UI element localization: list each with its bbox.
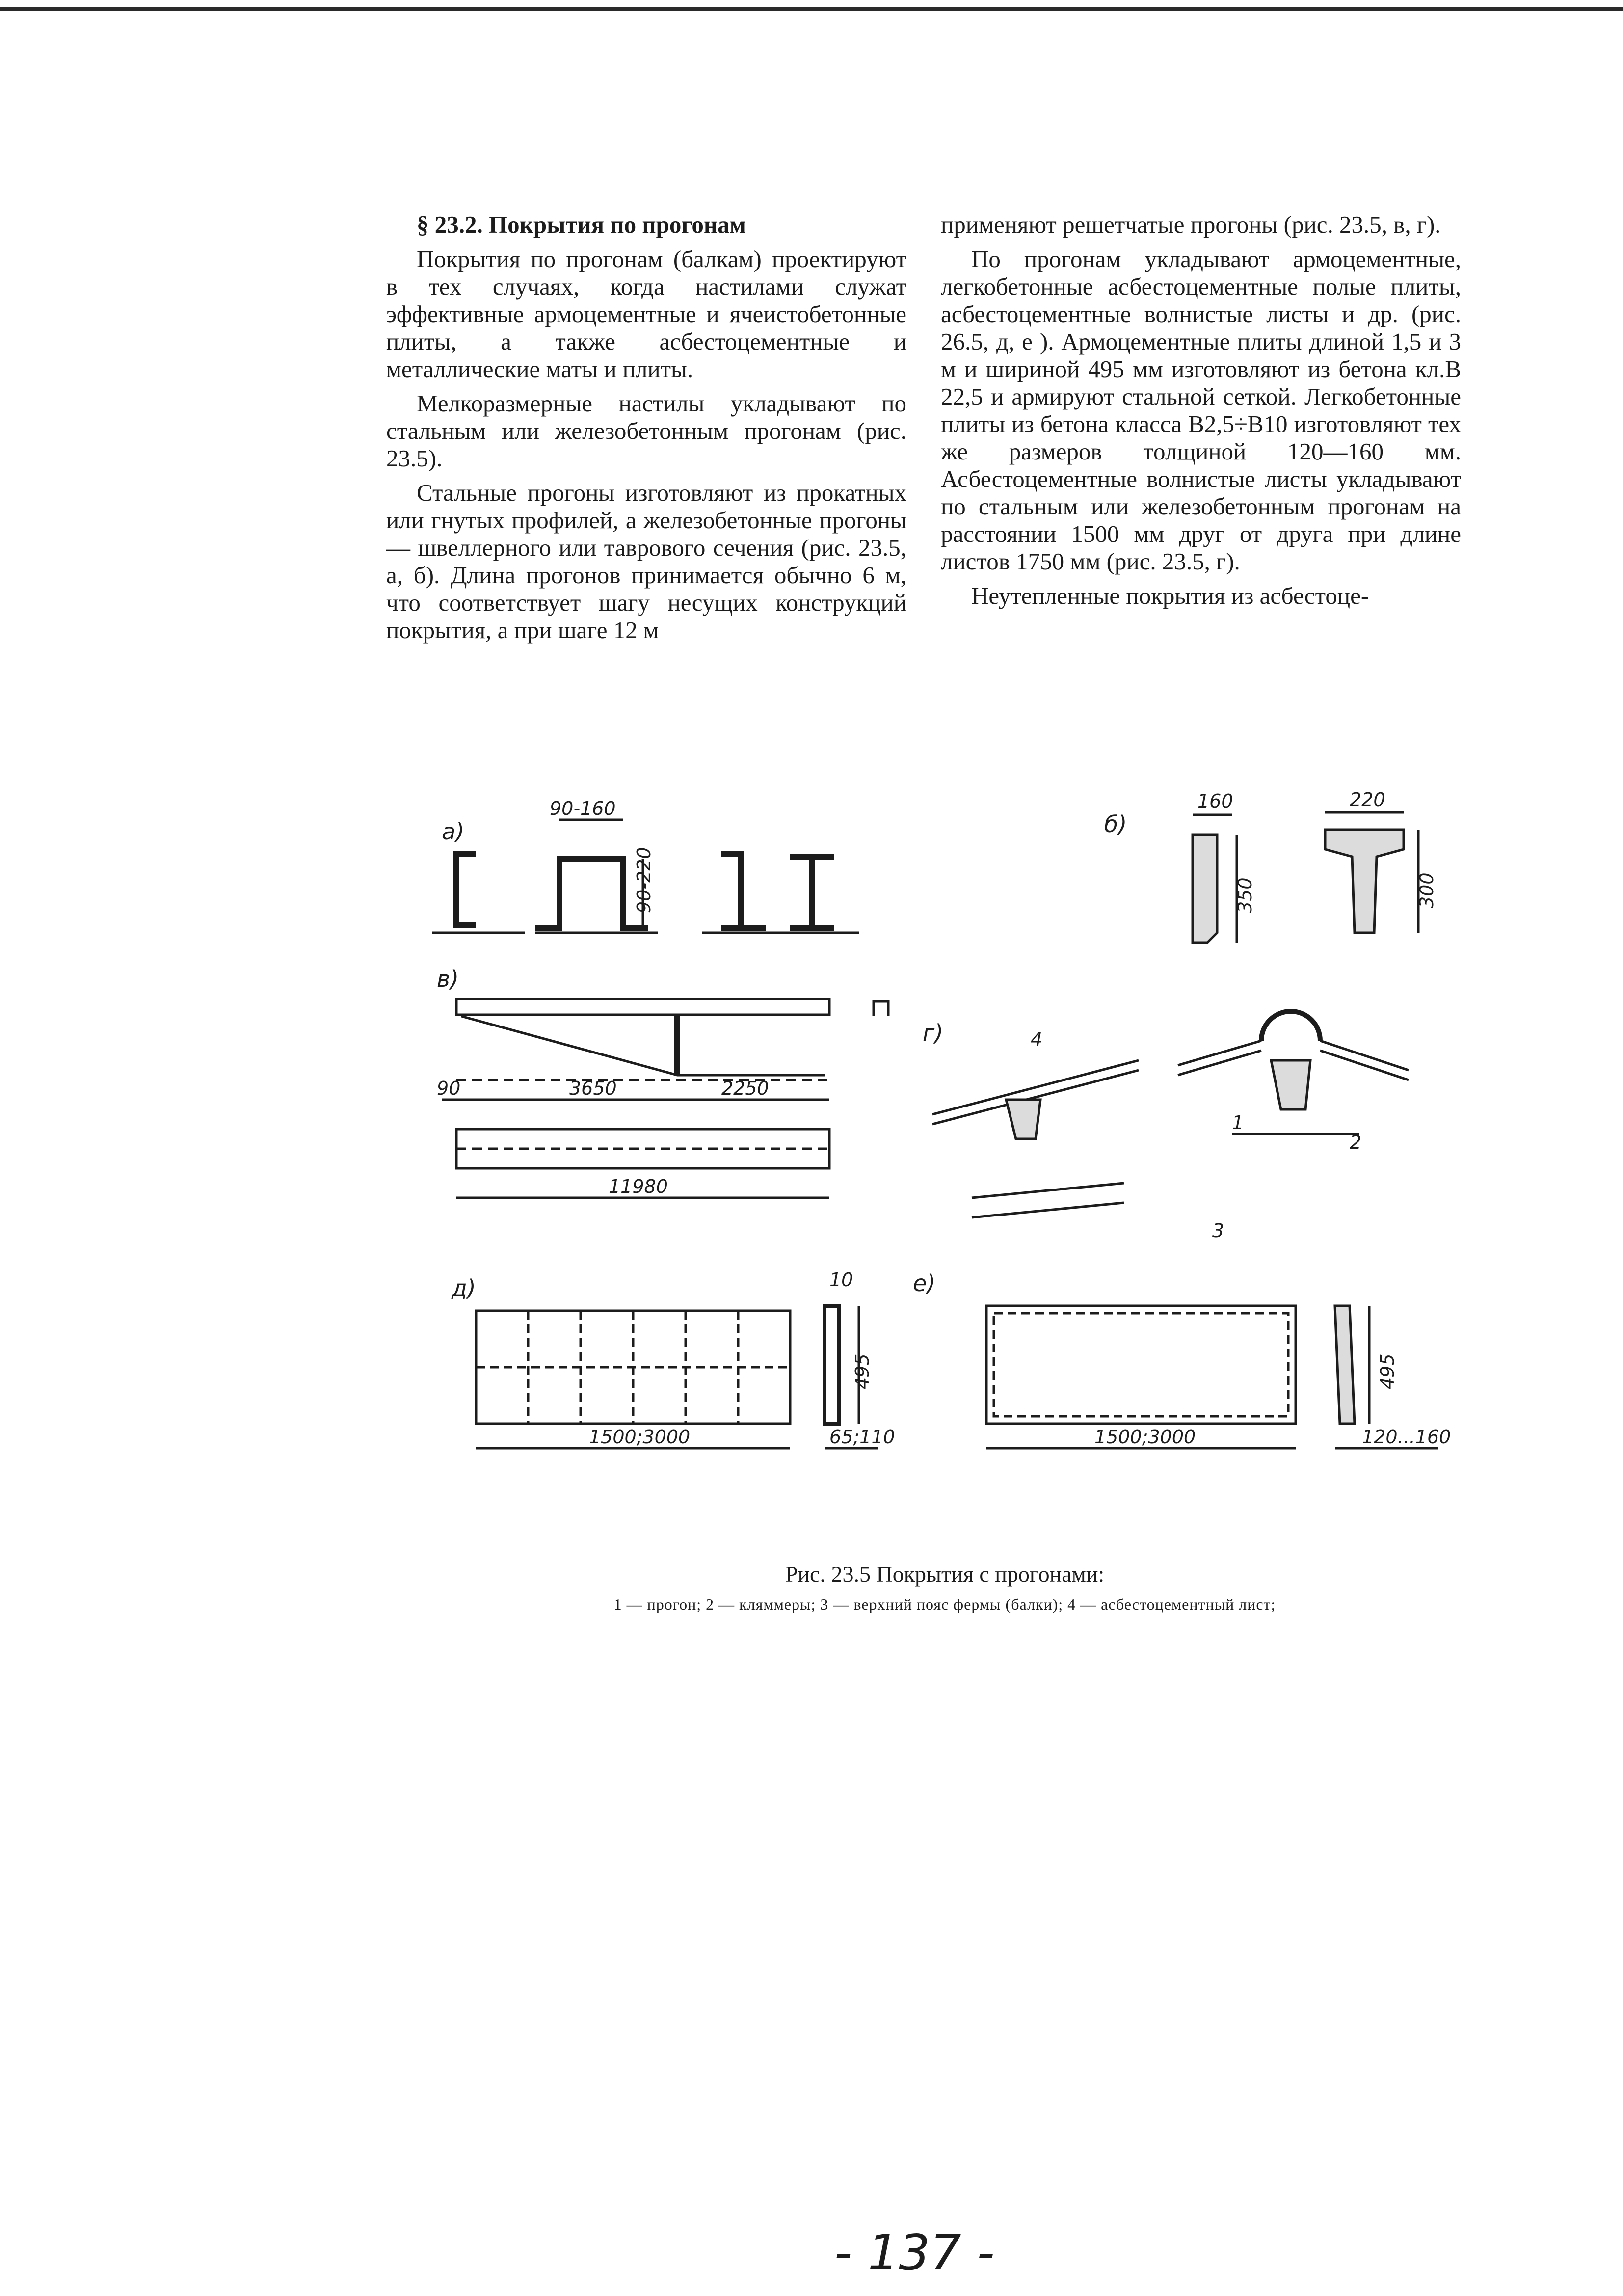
dim-a-height: 90-220 bbox=[633, 847, 655, 913]
dim-d-depth: 65;110 bbox=[829, 1426, 895, 1448]
callout-3: 3 bbox=[1212, 1220, 1224, 1242]
callout-2: 2 bbox=[1350, 1132, 1362, 1153]
asbestos-sheet bbox=[1320, 1041, 1409, 1080]
paragraph: применяют решетчатые прогоны (рис. 23.5, в, г). bbox=[941, 211, 1441, 238]
dim-v-left: 90 bbox=[437, 1078, 461, 1099]
paragraph: Неутепленные покрытия из асбестоце- bbox=[971, 582, 1369, 609]
lightweight-slab bbox=[986, 1306, 1296, 1424]
dim-v-total: 11980 bbox=[609, 1176, 668, 1197]
dim-b2-height: 300 bbox=[1416, 872, 1437, 908]
paragraph: Стальные прогоны изготовляют из прокатных или гнутых профилей, а железобетонные прогоны — швеллерного или таврового сечения (рис. 23.5, а, б). Длина прогонов принимается обычно 6 м, что соответствует шагу несущих конструкций покрытия, а при шаге 12 м bbox=[386, 479, 906, 644]
callout-4: 4 bbox=[1031, 1028, 1043, 1050]
tee-rc-section bbox=[1325, 830, 1404, 933]
dim-d-thk: 10 bbox=[829, 1269, 853, 1291]
truss-web bbox=[461, 1016, 825, 1075]
purlin-section bbox=[1006, 1100, 1040, 1139]
label-v: в) bbox=[437, 966, 459, 992]
figure-drawing bbox=[427, 785, 1453, 1497]
figure-legend: 1 — прогон; 2 — кляммеры; 3 — верхний пояс фермы (балки); 4 — асбестоцементный лист; bbox=[613, 1595, 1276, 1613]
figure-23-5 bbox=[427, 785, 1453, 1497]
label-a: а) bbox=[442, 818, 465, 845]
slab-inner-outline bbox=[994, 1313, 1288, 1416]
left-column bbox=[386, 211, 906, 651]
section-mark bbox=[874, 1001, 888, 1016]
page-number: - 137 - bbox=[834, 2224, 995, 2281]
label-b: б) bbox=[1104, 811, 1127, 837]
ridge-cap bbox=[1261, 1011, 1320, 1041]
paragraph: Мелкоразмерные настилы укладывают по стальным или железобетонным прогонам (рис. 23.5). bbox=[386, 390, 906, 472]
dim-v-mid: 3650 bbox=[569, 1078, 617, 1099]
dim-e-depth: 120...160 bbox=[1362, 1426, 1451, 1448]
figure-caption: Рис. 23.5 Покрытия с прогонами: bbox=[785, 1562, 1105, 1587]
paragraph: Покрытия по прогонам (балкам) проектируют в тех случаях, когда настилами служат эффективные армоцементные и ячеистобетонные плиты, а также асбестоцементные и металлические маты и плиты. bbox=[386, 245, 906, 382]
label-e: е) bbox=[913, 1270, 936, 1297]
asbestos-sheet bbox=[1178, 1041, 1261, 1075]
section-title: § 23.2. Покрытия по прогонам bbox=[417, 211, 746, 238]
dim-d-h: 495 bbox=[851, 1353, 873, 1389]
channel-rc-section bbox=[1193, 835, 1217, 943]
label-d: д) bbox=[452, 1275, 476, 1301]
truss-top-chord bbox=[456, 999, 829, 1015]
dim-b1-width: 160 bbox=[1197, 790, 1233, 812]
dim-b2-width: 220 bbox=[1350, 789, 1385, 810]
truss-chord bbox=[972, 1183, 1124, 1217]
slab-profile bbox=[825, 1306, 839, 1424]
slab-profile bbox=[1335, 1306, 1355, 1424]
dim-e-h: 495 bbox=[1377, 1353, 1398, 1389]
i-beam-profile bbox=[790, 857, 834, 928]
label-g: г) bbox=[923, 1020, 944, 1046]
right-column bbox=[941, 211, 1461, 617]
dim-b1-height: 350 bbox=[1234, 877, 1256, 913]
angle-profile bbox=[721, 854, 766, 928]
dim-e-len: 1500;3000 bbox=[1094, 1426, 1196, 1448]
dim-a-width: 90-160 bbox=[550, 798, 616, 819]
channel-profile bbox=[456, 854, 476, 925]
bent-profile bbox=[535, 859, 648, 928]
dim-d-len: 1500;3000 bbox=[589, 1426, 691, 1448]
purlin-section bbox=[1271, 1060, 1310, 1109]
dim-v-right: 2250 bbox=[721, 1078, 769, 1099]
scan-top-border bbox=[0, 7, 1623, 11]
slab-ribs bbox=[476, 1311, 790, 1424]
paragraph: По прогонам укладывают армоцементные, легкобетонные асбестоцементные полые плиты, асбестоцементные волнистые листы и др. (рис. 26.5, д, е ). Армоцементные плиты длиной 1,5 и 3 м и шириной 495 мм изготовляют из бетона кл.В 22,5 и армируют стальной сеткой. Легкобетонные плиты из бетона класса В2,5÷В10 изготовляют тех же размеров толщиной 120—160 мм. Асбестоцементные волнистые листы укладывают по стальным или железобетонным прогонам на расстоянии 1500 мм друг от друга при длине листов 1750 мм (рис. 23.5, г). bbox=[941, 245, 1461, 575]
callout-1: 1 bbox=[1232, 1112, 1244, 1134]
